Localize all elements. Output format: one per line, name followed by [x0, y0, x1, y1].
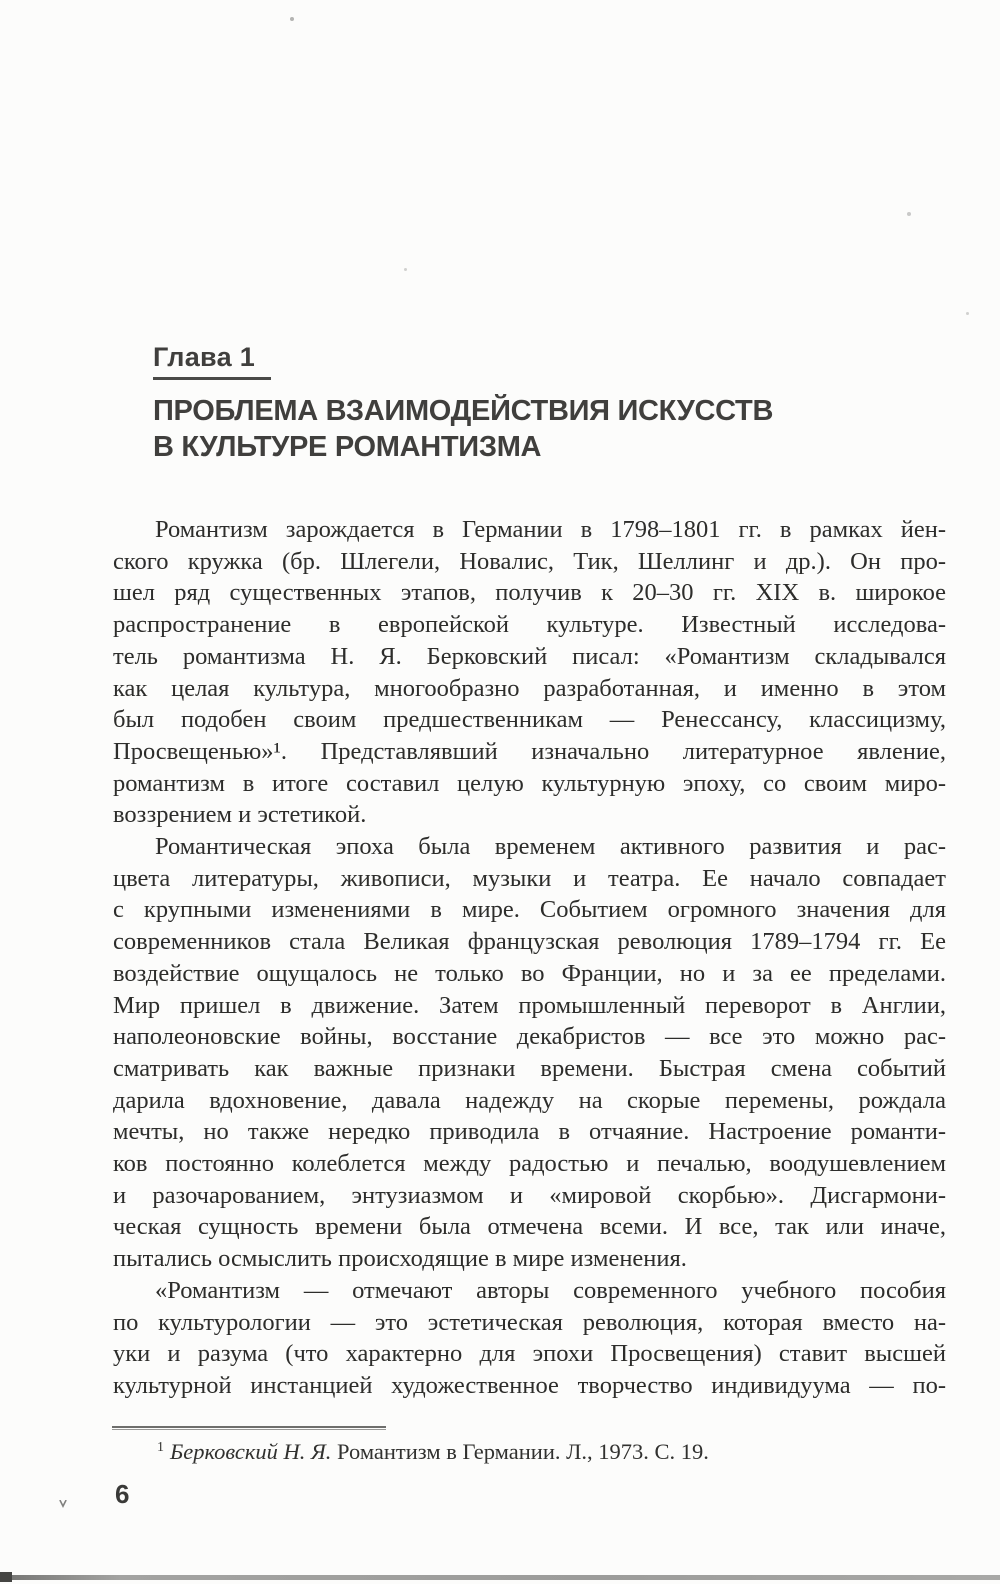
- page-number: 6: [115, 1479, 130, 1509]
- scan-speckle: [404, 268, 407, 271]
- text-line: по культурологии — это эстетическая революция, которая вместо на-: [113, 1308, 946, 1336]
- text-line: ков постоянно колеблется между радостью и печалью, воодушевлением: [113, 1150, 946, 1178]
- text-line: Просвещенью»¹. Представлявший изначально литературное явление,: [113, 737, 946, 765]
- text-line: пытались осмыслить происходящие в мире изменения.: [113, 1245, 687, 1273]
- scan-speckle: [907, 212, 911, 216]
- paragraph: [113, 1275, 946, 1402]
- text-line: воздействие ощущалось не только во Франции, но и за ее пределами.: [113, 959, 946, 987]
- text-line: с крупными изменениями в мире. Событием огромного значения для: [113, 896, 946, 924]
- text-line: распространение в европейской культуре. Известный исследова-: [113, 611, 946, 639]
- text-line: уки и разума (что характерно для эпохи Просвещения) ставит высшей: [113, 1340, 946, 1368]
- text-line: шел ряд существенных этапов, получив к 20–30 гг. XIX в. широкое: [113, 579, 946, 607]
- chapter-title: [153, 393, 873, 465]
- scan-speckle: [966, 312, 969, 315]
- text-line: и разочарованием, энтузиазмом и «мировой скорбью». Дисгармони-: [113, 1181, 946, 1209]
- scan-speckle: [290, 17, 294, 21]
- footnote: [113, 1438, 946, 1466]
- chapter-heading: [153, 342, 873, 465]
- text-line: культурной инстанцией художественное творчество индивидуума — по-: [113, 1371, 946, 1399]
- text-line: Романтизм зарождается в Германии в 1798–1801 гг. в рамках йен-: [155, 516, 946, 543]
- scan-bottom-edge: [0, 1575, 1000, 1580]
- text-line: Мир пришел в движение. Затем промышленный переворот в Англии,: [113, 991, 946, 1019]
- scan-bottom-corner: [0, 1572, 12, 1582]
- text-line: мечты, но также нередко приводила в отчаяние. Настроение романти-: [113, 1118, 946, 1146]
- chapter-label: Глава 1: [153, 342, 271, 380]
- text-line: был подобен своим предшественникам — Ренессансу, классицизму,: [113, 706, 946, 734]
- footnote-author: Берковский Н. Я.: [169, 1439, 332, 1464]
- text-line: «Романтизм — отмечают авторы современного учебного пособия: [155, 1276, 946, 1304]
- text-line: современников стала Великая французская революция 1789–1794 гг. Ее: [113, 928, 946, 956]
- footnote-source: Романтизм в Германии. Л., 1973. С. 19.: [337, 1439, 709, 1464]
- body-text: [113, 514, 946, 1402]
- text-line: дарила вдохновение, давала надежду на скорые перемены, рождала: [113, 1086, 946, 1114]
- text-line: как целая культура, многообразно разработанная, и именно в этом: [113, 674, 946, 702]
- text-line: романтизм в итоге составил целую культурную эпоху, со своим миро-: [113, 769, 946, 797]
- text-line: цвета литературы, живописи, музыки и театра. Ее начало совпадает: [113, 864, 946, 892]
- paragraph: [113, 514, 946, 831]
- text-line: воззрением и эстетикой.: [113, 801, 367, 829]
- scan-speckle: [59, 1500, 67, 1508]
- paragraph: [113, 831, 946, 1275]
- text-line: Романтическая эпоха была временем активного развития и рас-: [155, 833, 946, 861]
- footnote-marker: 1: [157, 1439, 164, 1455]
- text-line: наполеоновские войны, восстание декабристов — все это можно рас-: [113, 1023, 946, 1051]
- footnote-separator-rule: [112, 1426, 386, 1430]
- chapter-title-line1: ПРОБЛЕМА ВЗАИМОДЕЙСТВИЯ ИСКУССТВ: [153, 395, 774, 427]
- text-line: ского кружка (бр. Шлегели, Новалис, Тик, Шеллинг и др.). Он про-: [113, 547, 946, 575]
- chapter-title-line2: В КУЛЬТУРЕ РОМАНТИЗМА: [153, 431, 542, 463]
- text-line: ческая сущность времени была отмечена всеми. И все, так или иначе,: [113, 1213, 946, 1241]
- text-line: сматривать как важные признаки времени. Быстрая смена событий: [113, 1054, 946, 1082]
- text-line: тель романтизма Н. Я. Берковский писал: «Романтизм складывался: [113, 642, 946, 670]
